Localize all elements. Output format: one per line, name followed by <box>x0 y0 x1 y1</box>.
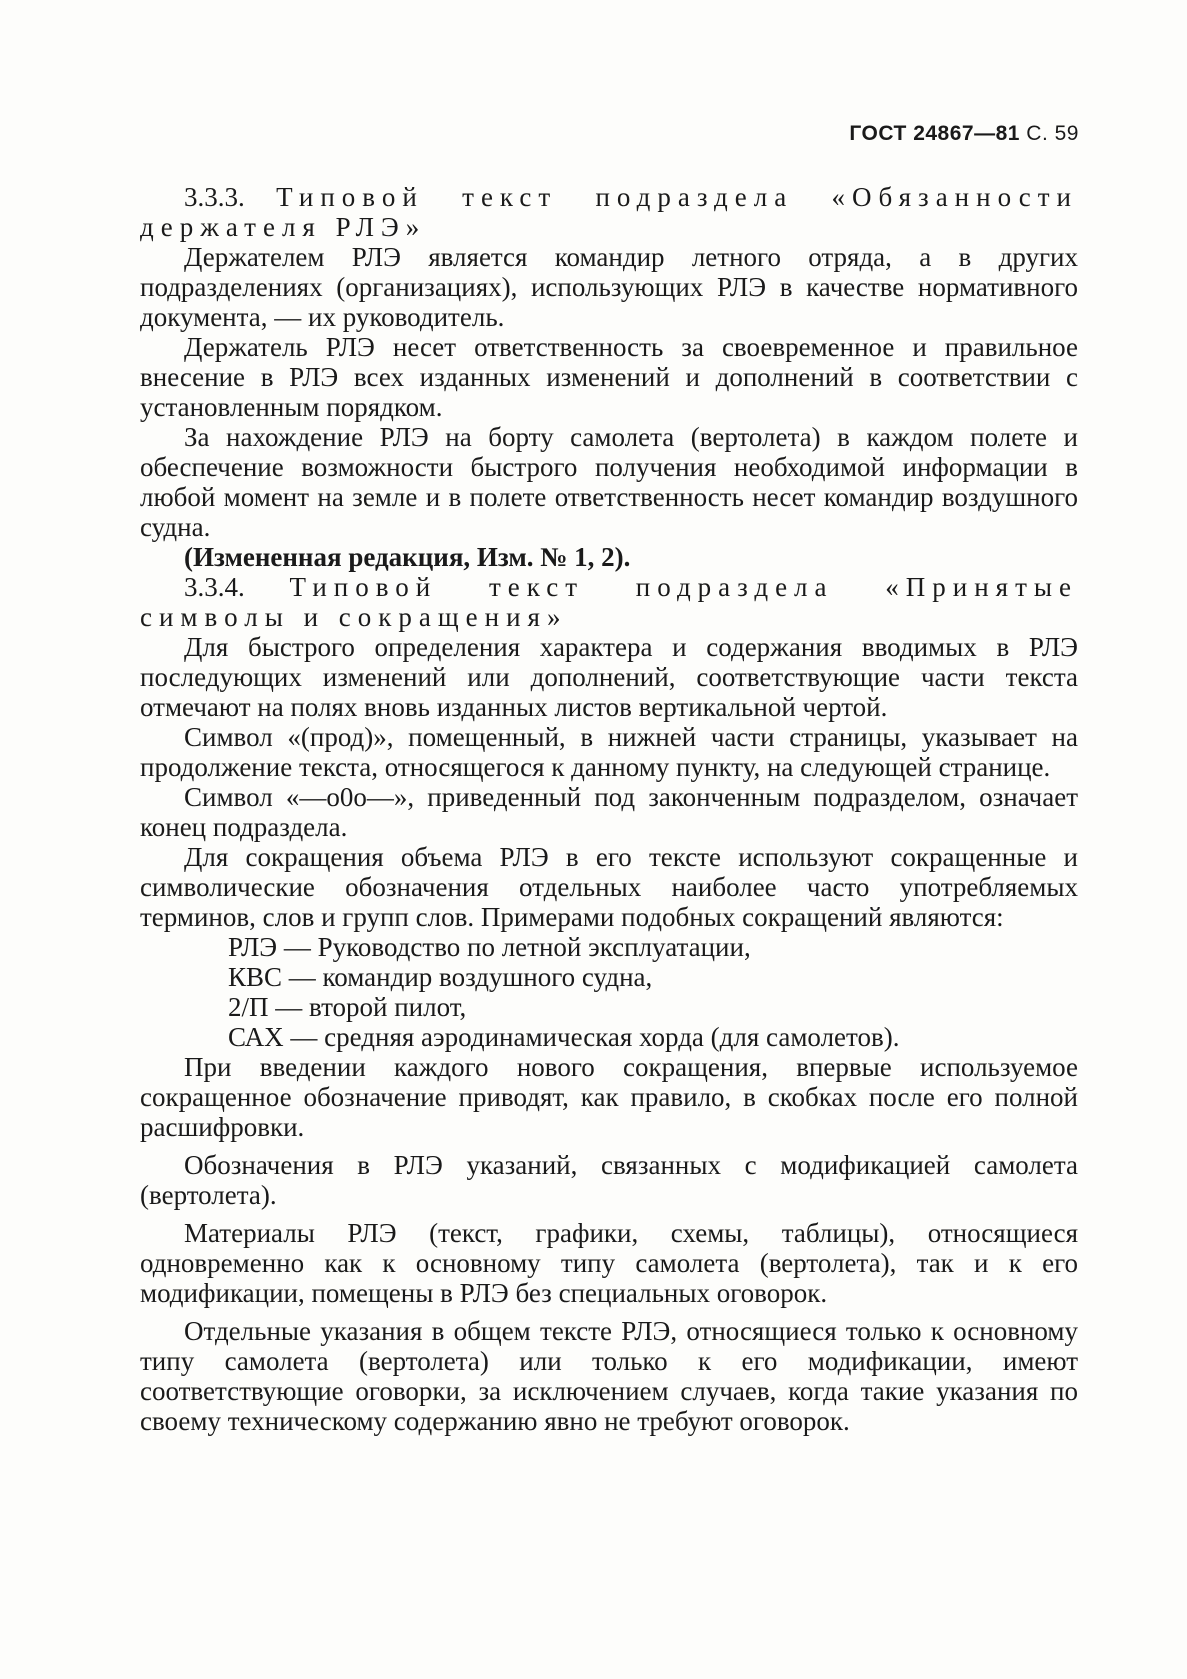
paragraph: Обозначения в РЛЭ указаний, связанных с модификацией самолета (вертолета). <box>140 1150 1078 1210</box>
paragraph: За нахождение РЛЭ на борту самолета (вертолета) в каждом полете и обеспечение возможности быстрого получения необходимой информации в любой момент на земле и в полете ответственность несет командир воздушного судна. <box>140 422 1078 542</box>
document-body <box>140 182 1078 1436</box>
revision-note: (Измененная редакция, Изм. № 1, 2). <box>184 542 631 572</box>
list-item: КВС — командир воздушного судна, <box>228 962 653 992</box>
page-header <box>849 122 1079 146</box>
paragraph: Символ «—o0o—», приведенный под законченным подразделом, означает конец подраздела. <box>140 782 1078 842</box>
section-title: Типовой текст подраздела «Обязанности держателя РЛЭ» <box>140 182 1078 242</box>
list-item: 2/П — второй пилот, <box>228 992 467 1022</box>
abbreviation-list <box>140 932 1078 1052</box>
paragraph: Отдельные указания в общем тексте РЛЭ, относящиеся только к основному типу самолета (вертолета) или только к его модификации, имеют соответствующие оговорки, за исключением случаев, когда такие указания по своему техническому содержанию явно не требуют оговорок. <box>140 1316 1078 1436</box>
paragraph: Для быстрого определения характера и содержания вводимых в РЛЭ последующих изменений или дополнений, соответствующие части текста отмечают на полях вновь изданных листов вертикальной чертой. <box>140 632 1078 722</box>
paragraph: Держателем РЛЭ является командир летного отряда, а в других подразделениях (организациях), использующих РЛЭ в качестве нормативного документа, — их руководитель. <box>140 242 1078 332</box>
page-number: С. 59 <box>1026 122 1079 145</box>
paragraph: Для сокращения объема РЛЭ в его тексте используют сокращенные и символические обозначения отдельных наиболее часто употребляемых терминов, слов и групп слов. Примерами подобных сокращений являются: <box>140 842 1078 932</box>
section-number: 3.3.3. <box>184 182 245 212</box>
section-heading-3-3-3 <box>140 182 1078 242</box>
paragraph: Материалы РЛЭ (текст, графики, схемы, таблицы), относящиеся одновременно как к основному типу самолета (вертолета), так и к его модификации, помещены в РЛЭ без специальных оговорок. <box>140 1218 1078 1308</box>
section-heading-3-3-4 <box>140 572 1078 632</box>
list-item: РЛЭ — Руководство по летной эксплуатации, <box>228 932 751 962</box>
standard-number: ГОСТ 24867—81 <box>849 122 1020 145</box>
list-item: САХ — средняя аэродинамическая хорда (для самолетов). <box>228 1022 900 1052</box>
paragraph: Держатель РЛЭ несет ответственность за своевременное и правильное внесение в РЛЭ всех изданных изменений и дополнений в соответствии с установленным порядком. <box>140 332 1078 422</box>
paragraph: При введении каждого нового сокращения, впервые используемое сокращенное обозначение приводят, как правило, в скобках после его полной расшифровки. <box>140 1052 1078 1142</box>
paragraph: Символ «(прод)», помещенный, в нижней части страницы, указывает на продолжение текста, относящегося к данному пункту, на следующей странице. <box>140 722 1078 782</box>
section-number: 3.3.4. <box>184 572 245 602</box>
section-title: Типовой текст подраздела «Принятые символы и сокращения» <box>140 572 1079 632</box>
